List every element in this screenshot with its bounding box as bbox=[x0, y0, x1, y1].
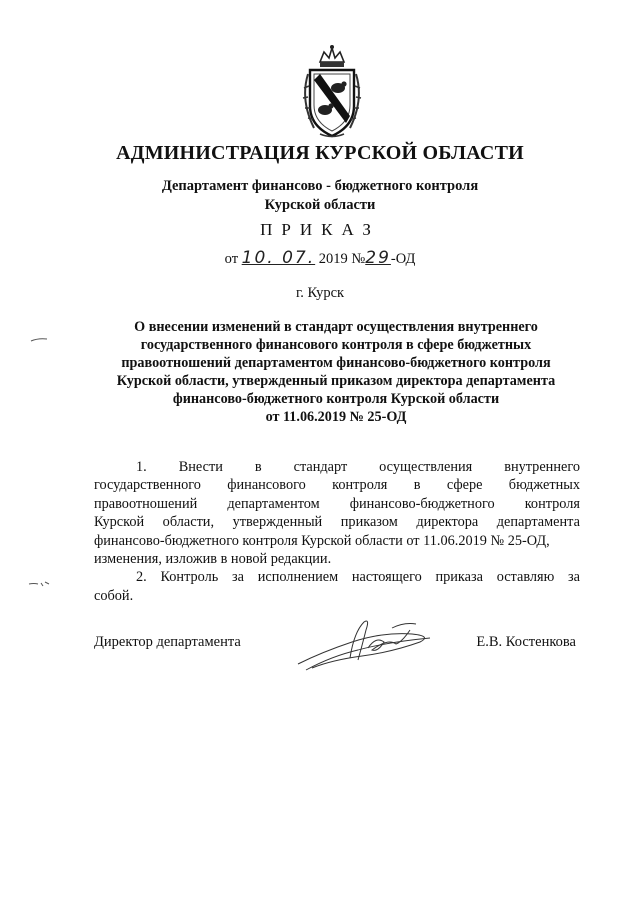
body-text: изменения, изложив в новой редакции. bbox=[94, 551, 332, 568]
subject-line: государственного финансового контроля в сфере бюджетных bbox=[140, 337, 532, 353]
order-body bbox=[94, 458, 580, 605]
body-word: исполнением bbox=[257, 569, 339, 586]
body-word: департамента bbox=[496, 514, 580, 531]
subject-line: правоотношений департаментом финансово-бюджетного контроля bbox=[121, 355, 551, 371]
subject-line: финансово-бюджетного контроля Курской области bbox=[172, 391, 500, 407]
body-line bbox=[94, 568, 580, 586]
coat-of-arms-emblem bbox=[296, 44, 368, 140]
order-number-suffix: -ОД bbox=[390, 251, 416, 267]
body-line bbox=[94, 532, 580, 550]
department-name-line1: Департамент финансово - бюджетного контроля bbox=[161, 178, 479, 194]
body-word: в bbox=[254, 459, 262, 475]
body-word: Внести bbox=[178, 459, 223, 475]
handwritten-signature bbox=[292, 612, 442, 676]
body-word: осуществления bbox=[379, 459, 473, 475]
body-word: правоотношений bbox=[94, 495, 198, 512]
body-word: внутреннего bbox=[504, 459, 580, 475]
body-text: финансово-бюджетного контроля Курской области от 11.06.2019 № 25-ОД, bbox=[94, 532, 550, 549]
body-word: 1. bbox=[136, 459, 147, 475]
body-word: директора bbox=[416, 514, 479, 531]
subject-line: Курской области, утвержденный приказом директора департамента bbox=[116, 373, 556, 389]
body-word: финансово-бюджетного bbox=[349, 495, 495, 512]
subject-line: О внесении изменений в стандарт осуществления внутреннего bbox=[134, 319, 538, 335]
body-word: области, bbox=[162, 514, 215, 531]
body-line bbox=[94, 458, 580, 476]
body-word: настоящего bbox=[351, 569, 422, 586]
body-word: государственного bbox=[94, 477, 201, 494]
organization-title: АДМИНИСТРАЦИЯ КУРСКОЙ ОБЛАСТИ bbox=[116, 142, 524, 164]
body-word: в bbox=[413, 477, 421, 494]
body-word: приказа bbox=[435, 569, 483, 586]
body-word: 2. bbox=[136, 569, 147, 586]
body-word: Курской bbox=[94, 514, 145, 531]
handwritten-order-number: 29 bbox=[365, 248, 391, 268]
body-word: финансового bbox=[227, 477, 306, 494]
body-line bbox=[94, 587, 580, 605]
body-line bbox=[94, 476, 580, 494]
body-text: собой. bbox=[94, 587, 134, 604]
body-word: за bbox=[231, 569, 244, 586]
body-word: бюджетных bbox=[508, 477, 580, 494]
margin-scan-mark bbox=[28, 578, 50, 588]
city-label: г. Курск bbox=[295, 285, 345, 301]
margin-scan-mark bbox=[30, 334, 48, 344]
body-word: стандарт bbox=[293, 459, 348, 475]
body-word: приказом bbox=[340, 514, 398, 531]
body-word: оставляю bbox=[496, 569, 555, 586]
signatory-title: Директор департамента bbox=[94, 634, 241, 650]
body-word: департаментом bbox=[227, 495, 320, 512]
body-line bbox=[94, 550, 580, 568]
body-word: контроля bbox=[332, 477, 388, 494]
body-word: контроля bbox=[524, 495, 580, 512]
document-type-title: ПРИКАЗ bbox=[260, 220, 380, 239]
body-word: Контроль bbox=[160, 569, 219, 586]
body-word: утвержденный bbox=[232, 514, 323, 531]
order-subject bbox=[96, 318, 576, 426]
body-word: сфере bbox=[446, 477, 483, 494]
signatory-name: Е.В. Костенкова bbox=[476, 634, 576, 650]
department-name-line2: Курской области bbox=[264, 197, 376, 213]
date-prefix: от bbox=[224, 251, 239, 267]
date-year: 2019 № bbox=[318, 251, 366, 267]
body-line bbox=[94, 495, 580, 513]
body-word: за bbox=[568, 569, 580, 586]
body-line bbox=[94, 513, 580, 531]
handwritten-date: 10. 07. bbox=[241, 248, 316, 268]
order-dateline bbox=[0, 248, 640, 268]
subject-line: от 11.06.2019 № 25-ОД bbox=[265, 409, 407, 425]
